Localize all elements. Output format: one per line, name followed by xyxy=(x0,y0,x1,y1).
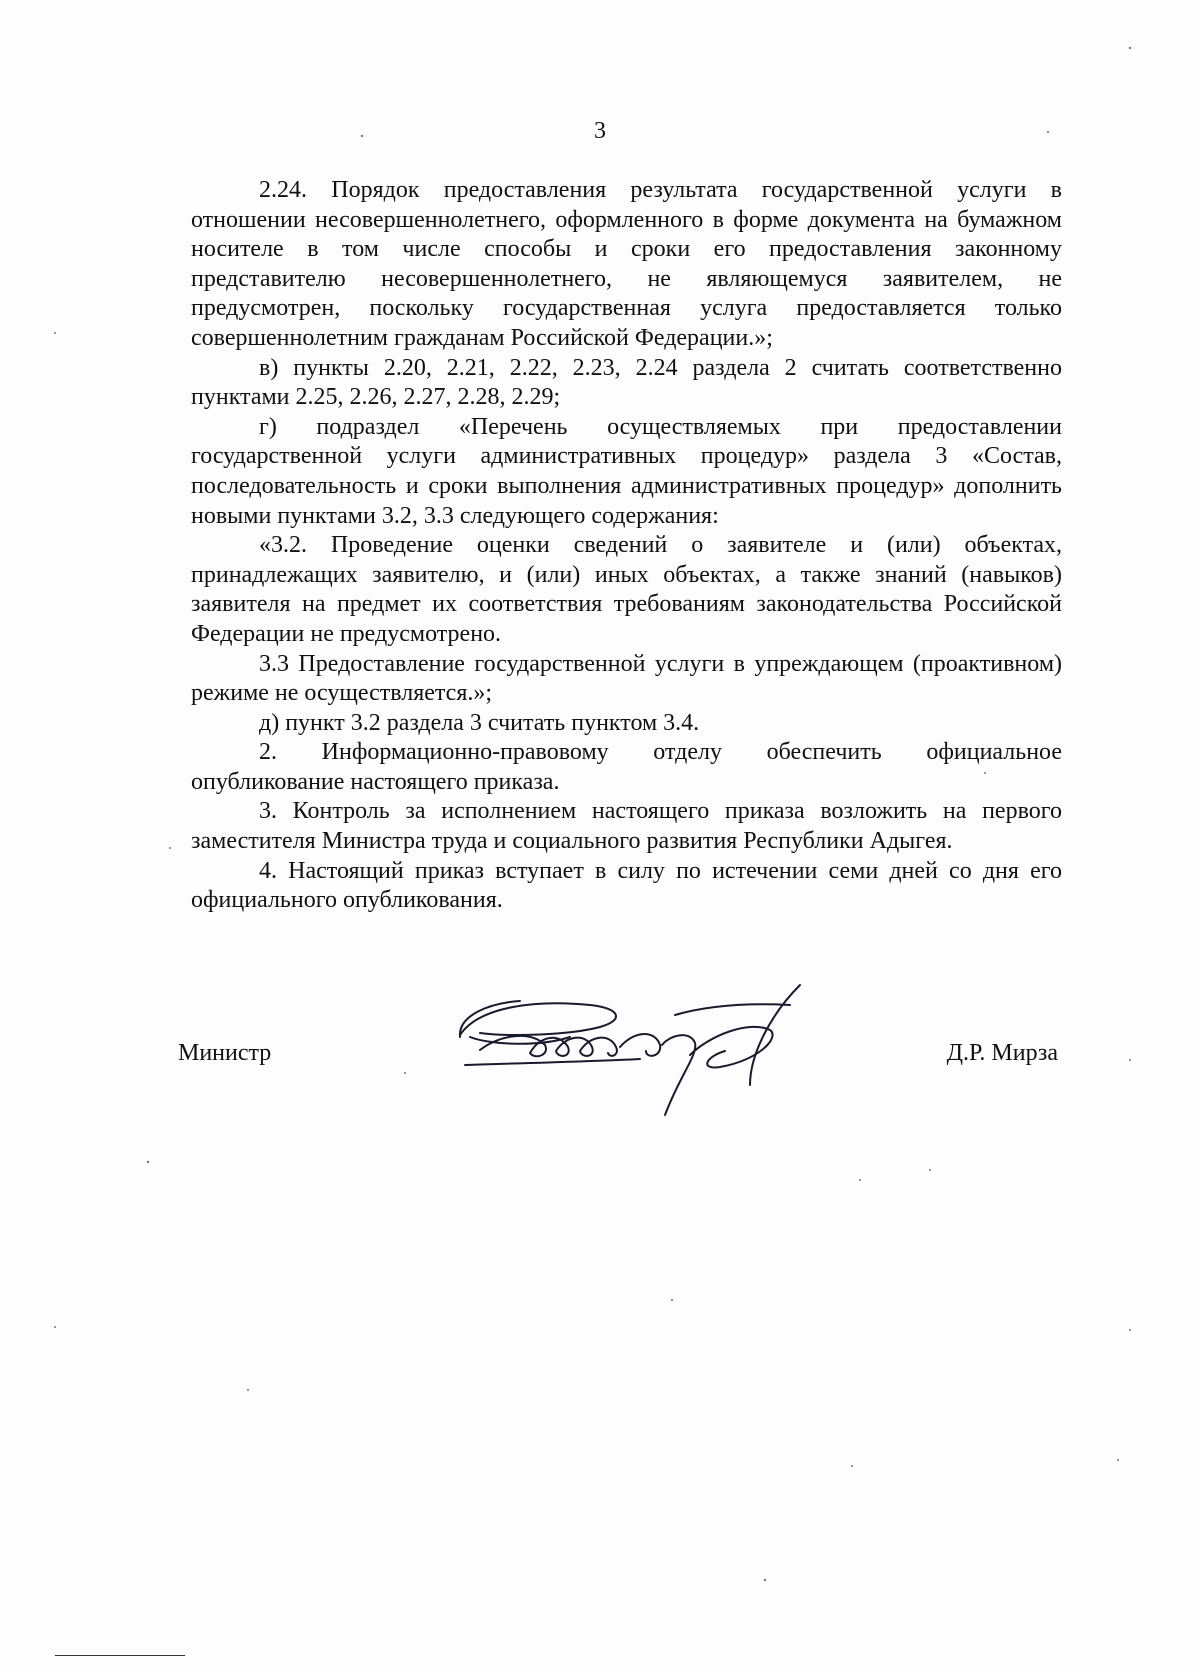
page-number: 3 xyxy=(594,118,606,144)
paragraph-3-2: «3.2. Проведение оценки сведений о заявителе и (или) объектах, принадлежащих заявителю, и (или) иных объектах, а также знаний (навыков) заявителя на предмет их соответствия требованиям законодательства Российской Федерации не предусмотрено. xyxy=(191,532,1062,647)
paragraph-item-4: 4. Настоящий приказ вступает в силу по истечении семи дней со дня его официального опубликования. xyxy=(191,857,1062,914)
signer-name: Д.Р. Мирза xyxy=(946,1040,1058,1066)
bottom-rule xyxy=(55,1655,185,1656)
signer-title: Министр xyxy=(178,1040,272,1066)
paragraph-g: г) подраздел «Перечень осуществляемых при предоставлении государственной услуги административных процедур» раздела 3 «Состав, последовательность и сроки выполнения административных процедур» дополнить новыми пунктами 3.2, 3.3 следующего содержания: xyxy=(191,413,1062,529)
paragraph-item-3: 3. Контроль за исполнением настоящего приказа возложить на первого заместителя Министра труда и социального развития Республики Адыгея. xyxy=(191,798,1062,855)
signature-row xyxy=(178,1040,1058,1080)
paragraph-d: д) пункт 3.2 раздела 3 считать пунктом 3.4. xyxy=(259,709,700,736)
paragraph-2-24: 2.24. Порядок предоставления результата государственной услуги в отношении несовершеннолетнего, оформленного в форме документа на бумажном носителе в том числе способы и сроки его предоставления законному представителю несовершеннолетнего, не являющемуся заявителем, не предусмотрен, поскольку государственная услуга предоставляется только совершеннолетним гражданам Российской Федерации.»; xyxy=(191,177,1062,351)
paragraph-v: в) пункты 2.20, 2.21, 2.22, 2.23, 2.24 раздела 2 считать соответственно пунктами 2.25, 2.26, 2.27, 2.28, 2.29; xyxy=(191,354,1062,411)
paragraph-item-2: 2. Информационно-правовому отделу обеспечить официальное опубликование настоящего приказа. xyxy=(191,739,1062,795)
document-body xyxy=(191,176,1062,916)
paragraph-3-3: 3.3 Предоставление государственной услуги в упреждающем (проактивном) режиме не осуществляется.»; xyxy=(191,650,1062,707)
